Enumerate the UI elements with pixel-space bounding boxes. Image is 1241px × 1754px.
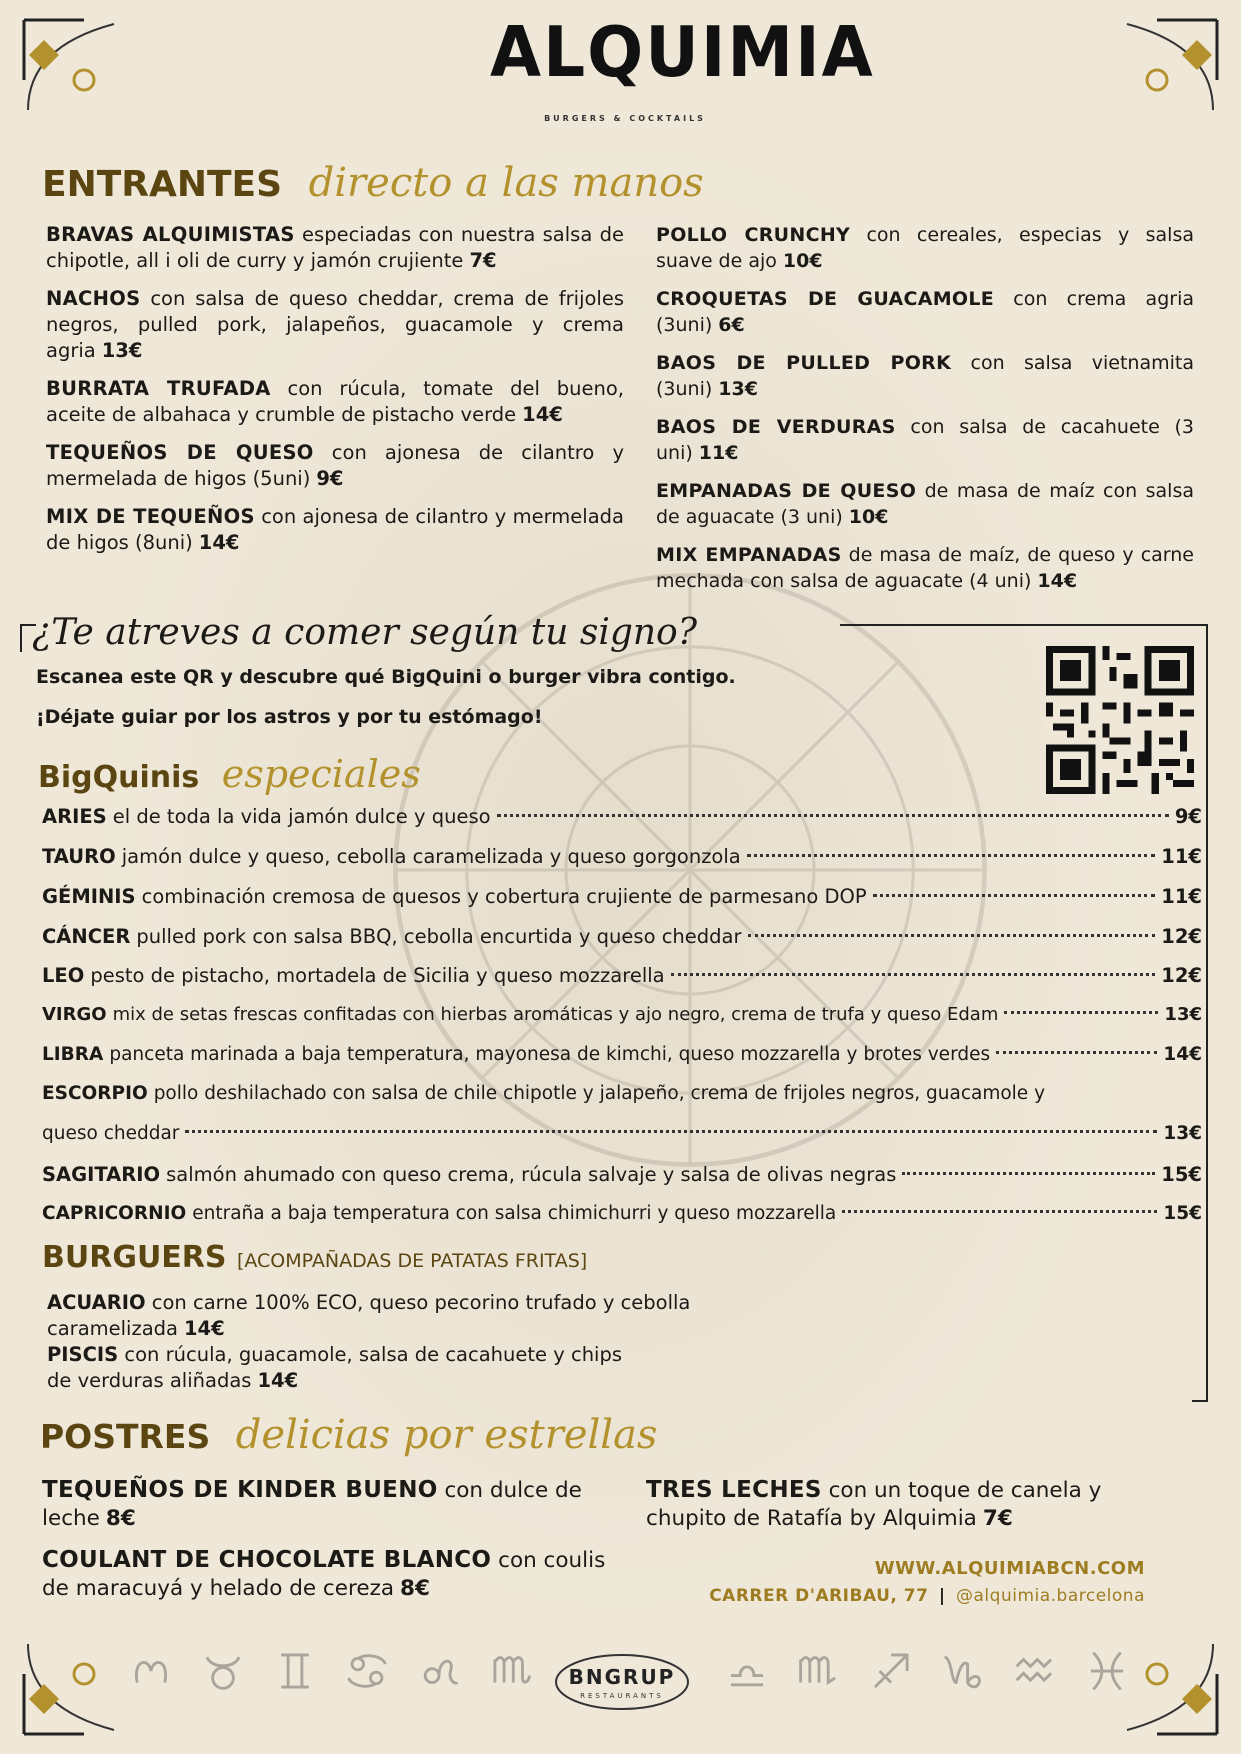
bigquini-item: VIRGO mix de setas frescas confitadas con hierbas aromáticas y ajo negro, crema de trufa y queso Edam 13€ (42, 1004, 1202, 1025)
bigquinis-title: BigQuinis (38, 760, 200, 795)
social-handle[interactable]: @alquimia.barcelona (956, 1586, 1145, 1606)
capricorn-icon (940, 1648, 986, 1694)
menu-item: BURRATA TRUFADA con rúcula, tomate del bueno, aceite de albahaca y crumble de pistacho verde 14€ (46, 377, 625, 426)
bigquini-item: CAPRICORNIO entraña a baja temperatura con salsa chimichurri y queso mozzarella 15€ (42, 1203, 1202, 1224)
website-link[interactable]: WWW.ALQUIMIABCN.COM (874, 1558, 1145, 1579)
qr-code[interactable] (1046, 646, 1194, 794)
virgo-icon (488, 1648, 534, 1694)
burguers-heading (42, 1240, 587, 1275)
bigquini-item: ESCORPIO pollo deshilachado con salsa de chile chipotle y jalapeño, crema de frijoles negros, guacamole y (42, 1083, 1046, 1104)
entrantes-left-column (46, 222, 624, 568)
scorpio-icon (796, 1648, 842, 1694)
promo-line-2: ¡Déjate guiar por los astros y por tu estómago! (36, 706, 543, 728)
dessert-item: COULANT DE CHOCOLATE BLANCO con coulis de maracuyá y helado de cereza 8€ (42, 1547, 606, 1601)
burger-item: ACUARIO con carne 100% ECO, queso pecorino trufado y cebolla caramelizada 14€ (47, 1291, 691, 1340)
libra-icon (724, 1648, 770, 1694)
bigquini-item: CÁNCER pulled pork con salsa BBQ, cebolla encurtida y queso cheddar 12€ (42, 925, 1202, 948)
postres-heading (40, 1412, 657, 1458)
bigquini-item: GÉMINIS combinación cremosa de quesos y cobertura crujiente de parmesano DOP 11€ (42, 885, 1202, 908)
bigquinis-heading (38, 752, 421, 796)
entrantes-title: ENTRANTES (42, 164, 283, 205)
bigquinis-subtitle: especiales (221, 752, 421, 796)
menu-item: EMPANADAS DE QUESO de masa de maíz con salsa de aguacate (3 uni) 10€ (656, 480, 1194, 528)
bngrup-logo (552, 1652, 692, 1712)
bngrup-name: BNGRUP (568, 1665, 676, 1689)
bigquini-item-continued: queso cheddar 13€ (42, 1123, 1202, 1144)
entrantes-right-column (656, 222, 1194, 606)
brand-tagline: BURGERS & COCKTAILS (544, 114, 706, 123)
cancer-icon (344, 1648, 390, 1694)
dessert-item: TEQUEÑOS DE KINDER BUENO con dulce de leche 8€ (42, 1477, 582, 1531)
burguers-note: [ACOMPAÑADAS DE PATATAS FRITAS] (236, 1250, 588, 1272)
corner-ornament-icon (1117, 10, 1227, 120)
corner-ornament-icon (1117, 1634, 1227, 1744)
corner-ornament-icon (14, 1634, 124, 1744)
menu-item: BAOS DE PULLED PORK con salsa vietnamita (3uni) 13€ (656, 352, 1194, 400)
leo-icon (416, 1648, 462, 1694)
bigquini-item: ARIES el de toda la vida jamón dulce y queso 9€ (42, 805, 1202, 828)
entrantes-heading (42, 160, 704, 206)
menu-item: POLLO CRUNCHY con cereales, especias y salsa suave de ajo 10€ (656, 224, 1194, 272)
brand-name: ALQUIMIA (490, 12, 875, 93)
promo-line-1: Escanea este QR y descubre qué BigQuini o burger vibra contigo. (36, 666, 736, 688)
menu-item: CROQUETAS DE GUACAMOLE con crema agria (3uni) 6€ (656, 288, 1194, 336)
postres-title: POSTRES (40, 1417, 211, 1456)
bigquini-item: LEO pesto de pistacho, mortadela de Sicilia y queso mozzarella 12€ (42, 964, 1202, 987)
entrantes-subtitle: directo a las manos (308, 160, 704, 206)
brand-logo (490, 12, 875, 123)
menu-item: MIX DE TEQUEÑOS con ajonesa de cilantro y mermelada de higos (8uni) 14€ (46, 505, 624, 554)
dessert-item: TRES LECHES con un toque de canela y chupito de Ratafía by Alquimia 7€ (646, 1477, 1102, 1531)
menu-item: MIX EMPANADAS de masa de maíz, de queso y carne mechada con salsa de aguacate (4 uni) 14€ (656, 544, 1194, 592)
promo-title: ¿Te atreves a comer según tu signo? (32, 612, 698, 653)
gemini-icon (272, 1648, 318, 1694)
corner-ornament-icon (14, 10, 124, 120)
menu-item: BRAVAS ALQUIMISTAS especiadas con nuestra salsa de chipotle, all i oli de curry y jamón crujiente 7€ (46, 223, 624, 272)
menu-item: TEQUEÑOS DE QUESO con ajonesa de cilantro y mermelada de higos (5uni) 9€ (46, 441, 624, 490)
aquarius-icon (1012, 1648, 1058, 1694)
postres-subtitle: delicias por estrellas (235, 1412, 658, 1458)
sagittarius-icon (868, 1648, 914, 1694)
bngrup-sub: RESTAURANTS (580, 1692, 664, 1700)
address: CARRER D'ARIBAU, 77 (709, 1586, 929, 1606)
aries-icon (128, 1648, 174, 1694)
pisces-icon (1084, 1648, 1130, 1694)
menu-item: NACHOS con salsa de queso cheddar, crema de frijoles negros, pulled pork, jalapeños, guacamole y crema agria 13€ (46, 287, 624, 362)
taurus-icon (200, 1648, 246, 1694)
burguers-title: BURGUERS (42, 1240, 227, 1275)
burger-item: PISCIS con rúcula, guacamole, salsa de cacahuete y chips de verduras aliñadas 14€ (47, 1343, 623, 1392)
address-line: CARRER D'ARIBAU, 77 | @alquimia.barcelona (709, 1586, 1145, 1606)
bigquini-item: TAURO jamón dulce y queso, cebolla caramelizada y queso gorgonzola 11€ (42, 845, 1202, 868)
bigquini-item: SAGITARIO salmón ahumado con queso crema, rúcula salvaje y salsa de olivas negras 15€ (42, 1163, 1202, 1186)
bigquini-item: LIBRA panceta marinada a baja temperatura, mayonesa de kimchi, queso mozzarella y brotes verdes 14€ (42, 1044, 1202, 1065)
menu-item: BAOS DE VERDURAS con salsa de cacahuete (3 uni) 11€ (656, 416, 1194, 464)
